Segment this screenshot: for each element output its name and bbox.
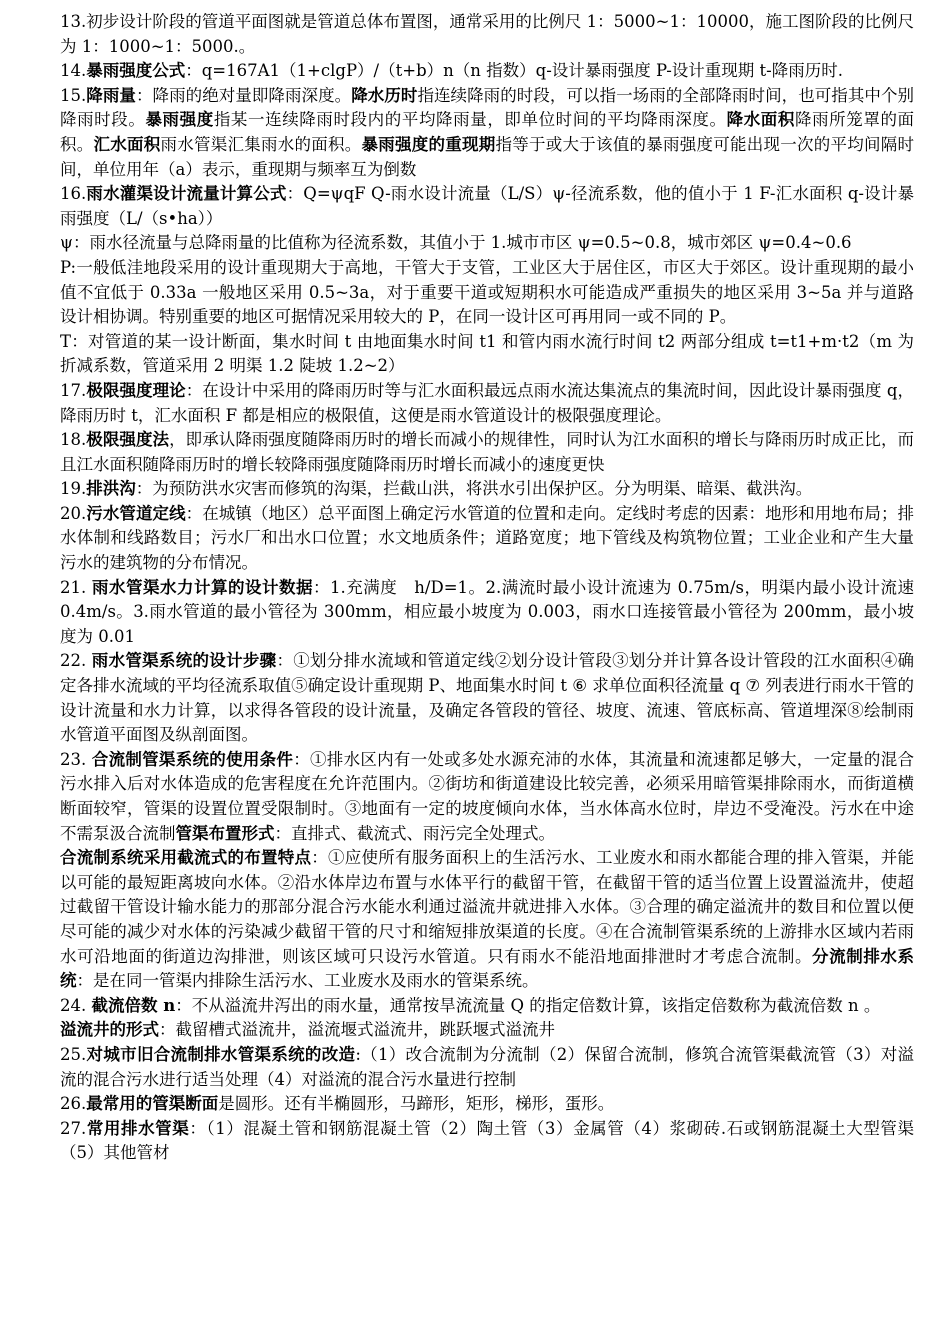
bold-term: 最常用的管渠断面 (86, 1094, 219, 1114)
bold-term: 汇水面积 (93, 134, 161, 154)
text-run: ：（1）混凝土管和钢筋混凝土管（2）陶土管（3）金属管（4）浆砌砖.石或钢筋混凝土大型管渠（5）其他管材 (60, 1118, 914, 1163)
bold-term: 截流倍数 n (91, 995, 176, 1015)
paragraph-3 (60, 84, 914, 182)
paragraph-9 (60, 428, 914, 477)
bold-term: 雨水管渠系统的设计步骤 (91, 651, 277, 671)
text-run: ：不从溢流井泻出的雨水量，通常按旱流流量 Q 的指定倍数计算，该指定倍数称为截流倍数 n 。 (175, 995, 881, 1015)
text-run: 26. (60, 1094, 87, 1114)
bold-term: 溢流井的形式 (60, 1020, 159, 1040)
bold-term: 暴雨强度的重现期 (361, 134, 496, 154)
text-run: P:一般低洼地段采用的设计重现期大于高地，干管大于支管，工业区大于居住区，市区大于郊区。设计重现期的最小值不宜低于 0.33a 一般地区采用 0.5~3a，对于重要干道或短期积水可能造成严重损失的地区采用 3~5a 并与道路设计相协调。特别重要的地区可据情况采用较大的 P，在同一设计区可再用同一或不同的 P。 (60, 257, 914, 327)
text-run: 21. (60, 577, 92, 597)
text-run: 雨水管渠汇集雨水的面积。 (160, 134, 362, 154)
text-run: 15. (60, 85, 87, 105)
paragraph-18 (60, 1043, 914, 1092)
text-run: 指等于或大于该值的暴雨强度可能出现一次的平均间隔时间，单位用年（a）表示，重现期与频率互为倒数 (60, 134, 914, 179)
paragraph-5 (60, 231, 914, 256)
bold-term: 合流制系统采用截流式的布置特点 (60, 848, 312, 868)
paragraph-6 (60, 256, 914, 330)
text-run: 指连续降雨的时段，可以指一场雨的全部降雨时间，也可指其中个别降雨时段。 (60, 85, 915, 130)
bold-term: 暴雨强度 (145, 110, 214, 130)
paragraph-13 (60, 649, 914, 747)
text-run: 13.初步设计阶段的管道平面图就是管道总体布置图，通常采用的比例尺 1：5000~1：10000，施工图阶段的比例尺为 1：1000~1：5000.。 (60, 12, 914, 56)
text-run: 14. (60, 61, 87, 81)
paragraph-1 (60, 10, 914, 59)
text-run: 24. (60, 995, 92, 1015)
paragraph-14 (60, 748, 914, 846)
text-run: :（1）改合流制为分流制（2）保留合流制，修筑合流管渠截流管（3）对溢流的混合污水进行适当处理（4）对溢流的混合污水量进行控制 (60, 1044, 914, 1089)
text-run: 20. (60, 503, 87, 523)
bold-term: 降雨量 (86, 85, 136, 105)
text-run: 19. (60, 479, 87, 499)
text-run: 是圆形。还有半椭圆形，马蹄形，矩形，梯形，蛋形。 (218, 1094, 615, 1114)
paragraph-2 (60, 59, 914, 84)
paragraph-11 (60, 502, 914, 576)
bold-term: 极限强度法 (86, 430, 170, 450)
bold-term: 分流制排水系统 (60, 946, 915, 991)
text-run: ：降雨的绝对量即降雨深度。 (135, 85, 352, 105)
bold-term: 合流制管渠系统的使用条件 (91, 749, 294, 769)
text-run: ：截留槽式溢流井，溢流堰式溢流井，跳跃堰式溢流井 (159, 1020, 555, 1040)
text-run: ：Q=ψqF Q-雨水设计流量（L/S）ψ-径流系数，他的值小于 1 F-汇水面积 q-设计暴雨强度（L/（s•ha）） (60, 184, 914, 228)
text-run: ：q=167A1（1+clgP）/（t+b）n（n 指数）q-设计暴雨强度 P-设计重现期 t-降雨历时. (185, 61, 843, 81)
text-run: 降雨所笼罩的面积。 (60, 110, 915, 154)
text-run: 17. (60, 380, 87, 400)
bold-term: 雨水管渠水力计算的设计数据 (92, 577, 314, 597)
text-run: ：为预防洪水灾害而修筑的沟渠，拦截山洪，将洪水引出保护区。分为明渠、暗渠、截洪沟。 (135, 479, 813, 499)
text-run: ：①应使所有服务面积上的生活污水、工业废水和雨水都能合理的排入管渠，并能以可能的最短距离坡向水体。②沿水体岸边布置与水体平行的截留干管，在截留干管的适当位置上设置溢流井，使超过截留干管设计输水能力的那部分混合污水能水利通过溢流井就进排入水体。③合理的确定溢流井的数目和位置以便尽可能的减少对水体的污染减少截留干管的尺寸和缩短排放渠道的长度。④在合流制管渠系统的上游排水区域内若雨水可沿地面的街道边沟排泄，则该区域可只设污水管道。只有雨水不能沿地面排泄时才考虑合流制。 (60, 848, 914, 966)
paragraph-12 (60, 576, 914, 650)
paragraph-20 (60, 1117, 914, 1166)
paragraph-7 (60, 330, 914, 379)
bold-term: 暴雨强度公式 (86, 61, 186, 81)
paragraph-15 (60, 846, 914, 994)
bold-term: 对城市旧合流制排水管渠系统的改造 (86, 1044, 356, 1064)
text-run: ：1.充满度 h/D=1。2.满流时最小设计流速为 0.75m/s，明渠内最小设计流速 0.4m/s。3.雨水管道的最小管径为 300mm，相应最小坡度为 0.003，雨水口连接管最小管径为 200mm，最小坡度为 0.01 (60, 577, 915, 646)
paragraph-19 (60, 1092, 914, 1117)
text-run: ，即承认降雨强度随降雨历时的增长而减小的规律性，同时认为江水面积的增长与降雨历时成正比，而且江水面积随降雨历时的增长较降雨强度随降雨历时增长而减小的速度更快 (60, 430, 915, 474)
text-run: 25. (60, 1044, 87, 1064)
paragraph-4 (60, 182, 914, 231)
text-run: ：在设计中采用的降雨历时等与汇水面积最远点雨水流达集流点的集流时间，因此设计暴雨强度 q，降雨历时 t，汇水面积 F 都是相应的极限值，这便是雨水管道设计的极限强度理论。 (60, 380, 915, 425)
bold-term: 排洪沟 (86, 479, 136, 499)
bold-term: 极限强度理论 (86, 380, 186, 400)
paragraph-10 (60, 477, 914, 502)
text-run: ：在城镇（地区）总平面图上确定污水管道的位置和走向。定线时考虑的因素：地形和用地布局；排水体制和线路数目；污水厂和出水口位置；水文地质条件；道路宽度；地下管线及构筑物位置；工业企业和产生大量污水的建筑物的分布情况。 (60, 503, 915, 573)
paragraph-8 (60, 379, 914, 428)
text-run: T：对管道的某一设计断面，集水时间 t 由地面集水时间 t1 和管内雨水流行时间 t2 两部分组成 t=t1+m·t2（m 为折减系数，管道采用 2 明渠 1.2 陡坡 1.2~2） (60, 331, 914, 376)
text-run: ：①排水区内有一处或多处水源充沛的水体，其流量和流速都足够大，一定量的混合污水排入后对水体造成的危害程度在允许范围内。②街坊和街道建设比较完善，必须采用暗管渠排除雨水，而街道横断面较窄，管渠的设置位置受限制时。③地面有一定的坡度倾向水体，当水体高水位时，岸边不受淹没。污水在中途不需泵汲合流制 (60, 749, 915, 843)
bold-term: 常用排水管渠 (86, 1118, 190, 1138)
paragraph-16 (60, 994, 914, 1019)
text-run: ：是在同一管渠内排除生活污水、工业废水及雨水的管渠系统。 (76, 971, 539, 991)
bold-term: 管渠布置形式 (175, 823, 275, 843)
bold-term: 降水面积 (726, 110, 795, 130)
text-run: 23. (60, 749, 92, 769)
text-run: 18. (60, 430, 87, 450)
bold-term: 污水管道定线 (86, 503, 186, 523)
text-run: 27. (60, 1118, 87, 1138)
text-run: ψ：雨水径流量与总降雨量的比值称为径流系数，其值小于 1.城市市区 ψ=0.5~0.8，城市郊区 ψ=0.4~0.6 (60, 233, 852, 253)
text-run: 22. (60, 651, 92, 671)
text-run: 指某一连续降雨时段内的平均降雨量，即单位时间的平均降雨深度。 (213, 110, 727, 130)
bold-term: 雨水灌渠设计流量计算公式 (86, 184, 287, 204)
text-run: 16. (60, 184, 87, 204)
paragraph-17 (60, 1018, 914, 1043)
text-run: ：①划分排水流域和管道定线②划分设计管段③划分并计算各设计管段的江水面积④确定各排水流域的平均径流系取值⑤确定设计重现期 P、地面集水时间 t ⑥ 求单位面积径流量 q ⑦ 列表进行雨水干管的设计流量和水力计算，以求得各管段的设计流量，及确定各管段的管径、坡度、流速、管底标高、管道埋深⑧绘制雨水管道平面图及纵剖面图。 (60, 651, 915, 745)
text-run: ：直排式、截流式、雨污完全处理式。 (274, 823, 555, 843)
bold-term: 降水历时 (351, 85, 418, 105)
